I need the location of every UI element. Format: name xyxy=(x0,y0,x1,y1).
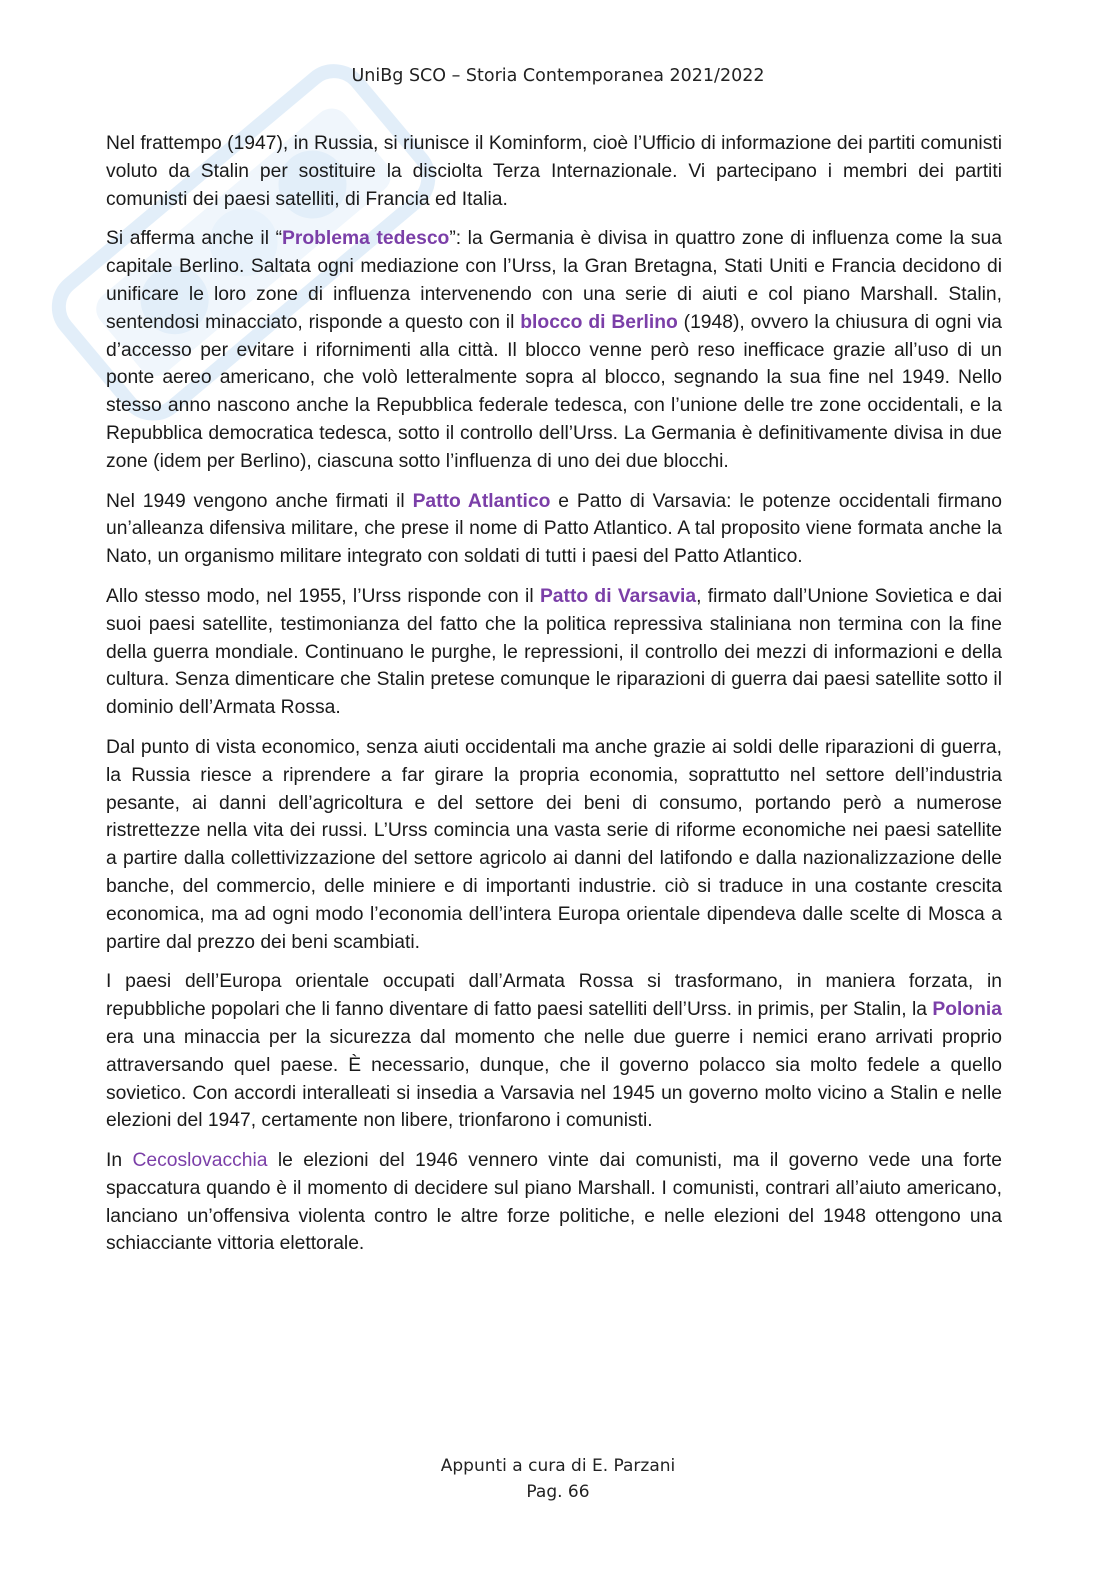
highlight-problema-tedesco: Problema tedesco xyxy=(282,228,450,250)
highlight-patto-varsavia: Patto di Varsavia xyxy=(539,585,697,607)
paragraph-kominform: Nel frattempo (1947), in Russia, si riunisce il Kominform, cioè l’Ufficio di informazione dei partiti comunisti voluto da Stalin per sostituire la disciolta Terza Internazionale. Vi partecipano i membri dei partiti comunisti dei paesi satelliti, di Francia ed Italia. xyxy=(106,133,1002,210)
page-footer xyxy=(0,1453,1116,1505)
paragraph-cecoslovacchia: In Cecoslovacchia le elezioni del 1946 vennero vinte dai comunisti, ma il governo vede una forte spaccatura quando è il momento di decidere sul piano Marshall. I comunisti, contrari all’aiuto americano, lanciano un’offensiva violenta contro le altre forze politiche, e nelle elezioni del 1948 ottengono una schiacciante vittoria elettorale. xyxy=(106,1150,1002,1255)
footer-author: Appunti a cura di E. Parzani xyxy=(440,1456,676,1476)
highlight-cecoslovacchia: Cecoslovacchia xyxy=(132,1150,268,1172)
paragraph-problema-tedesco: Si afferma anche il “Problema tedesco”: la Germania è divisa in quattro zone di influenza come la sua capitale Berlino. Saltata ogni mediazione con l’Urss, la Gran Bretagna, Stati Uniti e Francia decidono di unificare le loro zone di influenza intervenendo con una serie di aiuti e col piano Marshall. Stalin, sentendosi minacciato, risponde a questo con il blocco di Berlino (1948), ovvero la chiusura di ogni via d’accesso per evitare i rifornimenti alla città. Il blocco venne però reso inefficace grazie all’uso di un ponte aereo americano, che volò letteralmente sopra al blocco, segnando la sua fine nel 1949. Nello stesso anno nascono anche la Repubblica federale tedesca, con l’unione delle tre zone occidentali, e la Repubblica democratica tedesca, sotto il controllo dell’Urss. La Germania è definitivamente divisa in due zone (idem per Berlino), ciascuna sotto l’influenza di uno dei due blocchi. xyxy=(106,228,1002,472)
paragraph-polonia: I paesi dell’Europa orientale occupati dall’Armata Rossa si trasformano, in maniera forzata, in repubbliche popolari che li fanno diventare di fatto paesi satelliti dell’Urss. in primis, per Stalin, la Polonia era una minaccia per la sicurezza dal momento che nelle due guerre i nemici erano arrivati proprio attraversando quel paese. È necessario, dunque, che il governo polacco sia molto fedele a quello sovietico. Con accordi interalleati si insedia a Varsavia nel 1945 un governo molto vicino a Stalin e nelle elezioni del 1947, certamente non libere, trionfarono i comunisti. xyxy=(106,971,1002,1132)
highlight-polonia: Polonia xyxy=(932,999,1002,1021)
paragraph-patto-atlantico: Nel 1949 vengono anche firmati il Patto Atlantico e Patto di Varsavia: le potenze occidentali firmano un’alleanza difensiva militare, che prese il nome di Patto Atlantico. A tal proposito viene formata anche la Nato, un organismo militare integrato con soldati di tutti i paesi del Patto Atlantico. xyxy=(106,490,1002,568)
page-number: Pag. 66 xyxy=(526,1482,590,1502)
paragraph-patto-varsavia: Allo stesso modo, nel 1955, l’Urss risponde con il Patto di Varsavia, firmato dall’Unione Sovietica e dai suoi paesi satellite, testimonianza del fatto che la politica repressiva staliniana non termina con la fine della guerra mondiale. Continuano le purghe, le repressioni, il controllo dei mezzi di informazioni e della cultura. Senza dimenticare che Stalin pretese comunque le riparazioni di guerra dai paesi satellite sotto il dominio dell’Armata Rossa. xyxy=(106,585,1003,719)
page-header: UniBg SCO – Storia Contemporanea 2021/2022 xyxy=(351,66,765,86)
paragraph-economia: Dal punto di vista economico, senza aiuti occidentali ma anche grazie ai soldi delle riparazioni di guerra, la Russia riesce a riprendere a far girare la propria economia, soprattutto nel settore dell’industria pesante, ai danni dell’agricoltura e del settore dei beni di consumo, portando però a numerose ristrettezze nella vita dei russi. L’Urss comincia una vasta serie di riforme economiche nei paesi satellite a partire dalla collettivizzazione del settore agricolo ai danni del latifondo e dalla nazionalizzazione delle banche, del commercio, delle miniere e di importanti industrie. ciò si traduce in una costante crescita economica, ma ad ogni modo l’economia dell’intera Europa orientale dipendeva dalle scelte di Mosca a partire dal prezzo dei beni scambiati. xyxy=(106,736,1002,953)
highlight-blocco-berlino: blocco di Berlino xyxy=(520,311,678,333)
highlight-patto-atlantico: Patto Atlantico xyxy=(412,490,551,512)
document-body xyxy=(106,130,1002,1270)
